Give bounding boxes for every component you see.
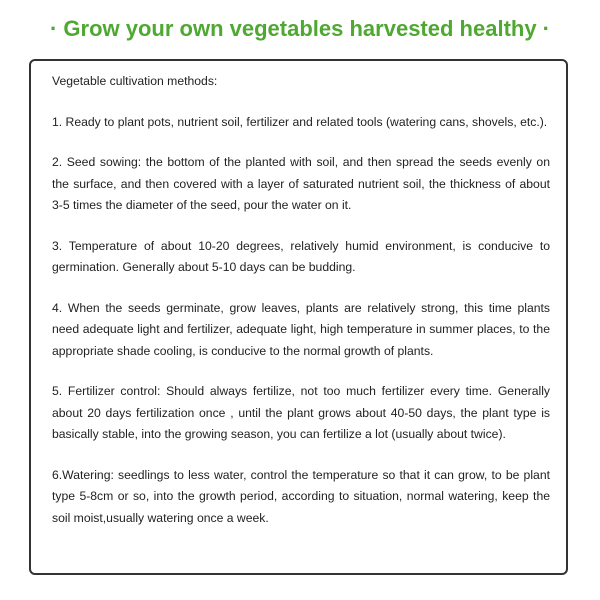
page-title: · Grow your own vegetables harvested healthy · <box>49 16 551 41</box>
method-item-2: 2. Seed sowing: the bottom of the planted with soil, and then spread the seeds evenly on the surface, and then covered with a layer of saturated nutrient soil, the thickness of about 3-5 times the diameter of the seed, pour the water on it. <box>52 155 550 212</box>
method-item-4: 4. When the seeds germinate, grow leaves, plants are relatively strong, this time plants need adequate light and fertilizer, adequate light, high temperature in summer places, to the appropriate shade cooling, is conducive to the normal growth of plants. <box>52 300 550 358</box>
cultivation-methods-card <box>29 59 568 575</box>
card-content <box>52 71 550 548</box>
method-item-5: 5. Fertilizer control: Should always fertilize, not too much fertilizer every time. Generally about 20 days fertilization once , until the plant grows about 40-50 days, the plant type is basically stable, into the growing season, you can fertilize a lot (usually about twice). <box>52 384 550 441</box>
method-item-3: 3. Temperature of about 10-20 degrees, relatively humid environment, is conducive to germination. Generally about 5-10 days can be budding. <box>52 238 550 274</box>
method-item-1: 1. Ready to plant pots, nutrient soil, fertilizer and related tools (watering cans, shovels, etc.). <box>52 114 548 129</box>
card-heading: Vegetable cultivation methods: <box>52 74 218 88</box>
method-item-6: 6.Watering: seedlings to less water, control the temperature so that it can grow, to be plant type 5-8cm or so, into the growth period, according to situation, normal watering, keep the soil moist,usually watering once a week. <box>52 467 550 525</box>
